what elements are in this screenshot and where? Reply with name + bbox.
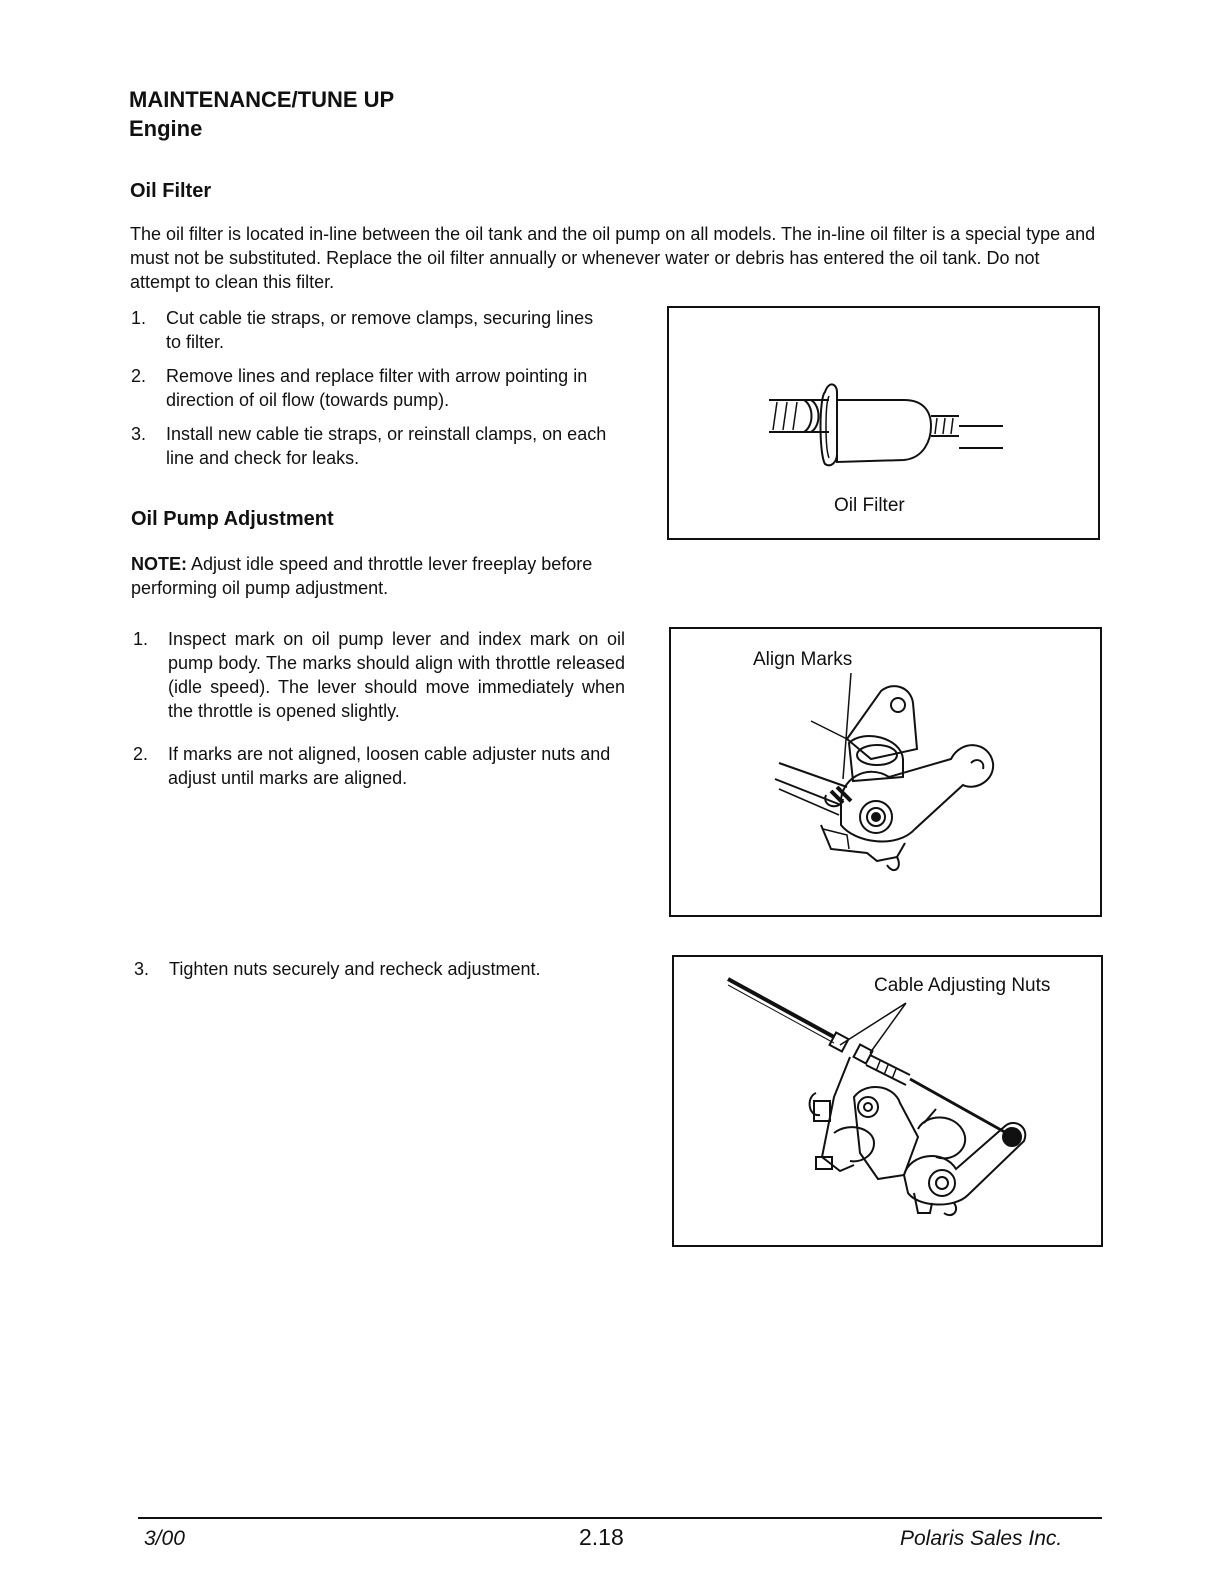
step-number: 1. [131,308,147,328]
oil-pump-note [131,552,626,600]
footer-date: 3/00 [144,1527,185,1550]
footer-company: Polaris Sales Inc. [900,1527,1063,1550]
align-marks-figure [669,627,1102,917]
step-number: 3. [131,424,147,444]
oil-filter-intro: The oil filter is located in-line between the oil tank and the oil pump on all models. The in-line oil filter is a special type and must not be substituted. Replace the oil filter annually or whenever water or debris has entered the oil tank. Do not attempt to clean this filter. [130,224,1096,292]
footer-rule [138,1517,1102,1519]
page-subtitle: Engine [129,116,203,141]
step-text: Install new cable tie straps, or reinstall clamps, on each line and check for leaks. [166,424,607,468]
note-label: NOTE: [131,554,187,574]
note-text: Adjust idle speed and throttle lever freeplay before performing oil pump adjustment. [131,554,593,598]
oil-filter-figure [667,306,1100,540]
oil-filter-heading: Oil Filter [130,180,212,202]
page-number: 2.18 [579,1524,624,1550]
step-text: Remove lines and replace filter with arrow pointing in direction of oil flow (towards pump). [166,366,588,410]
cable-adjusting-label: Cable Adjusting Nuts [874,975,1051,996]
throttle-cable-illustration [674,957,1105,1249]
step-text: Tighten nuts securely and recheck adjustment. [169,959,541,979]
oil-filter-caption: Oil Filter [834,495,905,516]
step-text: If marks are not aligned, loosen cable adjuster nuts and adjust until marks are aligned. [168,744,611,788]
step-text: Inspect mark on oil pump lever and index mark on oil pump body. The marks should align with throttle released (idle speed). The lever should move immediately when the throttle is opened slightly. [168,629,625,721]
page-title: MAINTENANCE/TUNE UP [129,87,395,112]
step-number: 3. [134,959,150,979]
step-number: 1. [133,629,149,649]
oil-pump-heading: Oil Pump Adjustment [131,508,334,530]
step-text: Cut cable tie straps, or remove clamps, securing lines to filter. [166,308,594,352]
oil-pump-lever-illustration [671,629,1104,919]
cable-adjusting-figure [672,955,1103,1247]
step-number: 2. [133,744,149,764]
align-marks-label: Align Marks [753,649,853,670]
step-number: 2. [131,366,147,386]
